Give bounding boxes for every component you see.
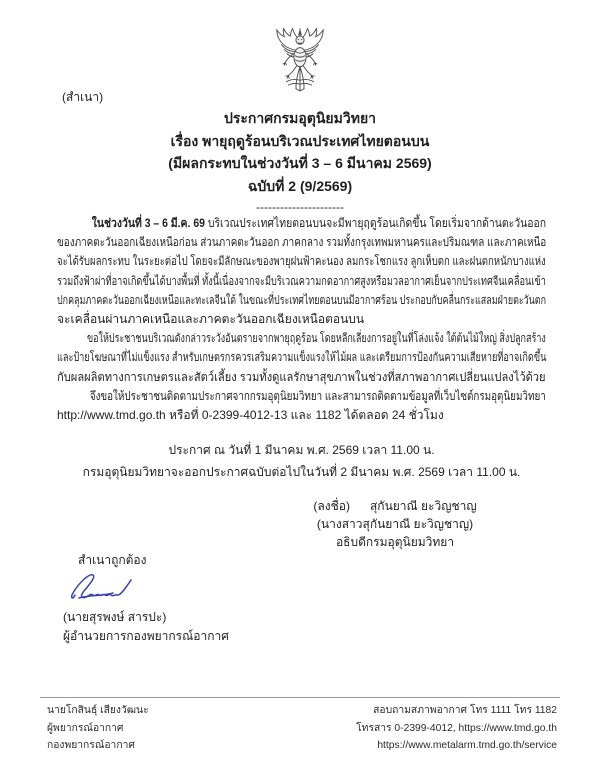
fax-and-website: โทรสาร 0-2399-4012, https://www.tmd.go.th (356, 722, 557, 734)
issued-at-block (57, 439, 546, 483)
forecaster-title: ผู้พยากรณ์อากาศ (47, 722, 124, 734)
body-line: ปกคลุมภาคตะวันออกเฉียงเหนือและทะเลจีนใต้ ในขณะที่ประเทศไทยตอนบนมีอากาศร้อน ประกอบกับคลื่นกระแสลมฝ่ายตะวันตก (57, 292, 546, 307)
body-line: จึงขอให้ประชาชนติดตามประกาศจากกรมอุตุนิยมวิทยา และสามารถติดตามข้อมูลที่เว็บไซต์กรมอุตุนิยมวิทยา (89, 388, 546, 403)
body-line: ขอให้ประชาชนบริเวณดังกล่าวระวังอันตรายจากพายุฤดูร้อน โดยหลีกเลี่ยงการอยู่ในที่โล่งแจ้ง ใต้ต้นไม้ใหญ่ สิ่งปลูกสร้าง (87, 331, 546, 346)
garuda-emblem-icon (266, 27, 334, 110)
metalarm-url: https://www.metalarm.tmd.go.th/service (377, 740, 557, 751)
copy-label: (สำเนา) (62, 90, 104, 104)
body-line: จะเคลื่อนผ่านภาคเหนือและภาคตะวันออกเฉียงเหนือตอนบน (57, 312, 365, 327)
body-line (57, 214, 547, 233)
effect-period-line: (มีผลกระทบในช่วงวันที่ 3 – 6 มีนาคม 2569) (168, 155, 432, 171)
footer-left-block (47, 702, 149, 755)
signed-label: (ลงชื่อ) (313, 499, 350, 513)
issued-date-line: ประกาศ ณ วันที่ 1 มีนาคม พ.ศ. 2569 เวลา 11.00 น. (168, 443, 435, 458)
weather-inquiry-phones: สอบถามสภาพอากาศ โทร 1111 โทร 1182 (373, 705, 557, 716)
body-line: และป้ายโฆษณาที่ไม่แข็งแรง สำหรับเกษตรกรควรเสริมความแข็งแรงให้ไม้ผล และเตรียมการป้องกันความเสียหายที่อาจเกิดขึ้น (57, 350, 547, 365)
next-issue-line: กรมอุตุนิยมวิทยาจะออกประกาศฉบับต่อไปในวันที่ 2 มีนาคม พ.ศ. 2569 เวลา 11.00 น. (82, 465, 521, 480)
certifier-position: ผู้อำนวยการกองพยากรณ์อากาศ (63, 629, 229, 643)
signer-position: อธิบดีกรมอุตุนิยมวิทยา (335, 535, 455, 549)
page-title: ประกาศกรมอุตุนิยมวิทยา (223, 110, 377, 126)
certifier-name: (นายสุรพงษ์ สารปะ) (63, 610, 167, 624)
dashed-separator: ---------------------- (256, 200, 344, 214)
body-line: http://www.tmd.go.th หรือที่ 0-2399-4012-13 และ 1182 ได้ตลอด 24 ชั่วโมง (57, 408, 444, 423)
handwritten-signature-icon (69, 571, 135, 605)
date-range-lead: ในช่วงวันที่ 3 – 6 มี.ค. 69 (91, 216, 205, 230)
forecaster-name: นายโกสินธุ์ เสียงวัฒนะ (47, 705, 149, 716)
signature-block (260, 497, 530, 551)
body-line: รวมถึงฟ้าผ่าที่อาจเกิดขึ้นได้บางพื้นที่ ทั้งนี้เนื่องจากจะมีบริเวณความกดอากาศสูงหรือมวลอากาศเย็นจากประเทศจีนเคลื่อนเข้า (57, 273, 546, 288)
body-line-text: บริเวณประเทศไทยตอนบนจะมีพายุฤดูร้อนเกิดขึ้น โดยเริ่มจากด้านตะวันออก (207, 216, 547, 230)
footer-divider (40, 697, 560, 698)
signed-name: สุกันยาณี ยะวิญชาญ (369, 499, 477, 513)
body-line: กับผลผลิตทางการเกษตรและสัตว์เลี้ยง รวมทั้งดูแลรักษาสุขภาพในช่วงที่สภาพอากาศเปลี่ยนแปลงไว้ด้วย (57, 369, 546, 384)
signed-name-paren: (นางสาวสุกันยาณี ยะวิญชาญ) (316, 517, 474, 531)
forecaster-division: กองพยากรณ์อากาศ (47, 740, 135, 751)
certified-copy-label: สำเนาถูกต้อง (78, 553, 147, 567)
footer-right-block (356, 702, 557, 755)
certification-block (57, 551, 229, 646)
signed-line (260, 497, 530, 515)
announcement-body (57, 214, 546, 483)
subject-line: เรื่อง พายุฤดูร้อนบริเวณประเทศไทยตอนบน (170, 132, 430, 149)
body-line: จะได้รับผลกระทบ ในระยะต่อไป โดยจะมีลักษณะของพายุฝนฟ้าคะนอง ลมกระโชกแรง ลูกเห็บตก และฝนตกหนักบางแห่ง (57, 254, 546, 269)
title-block (0, 107, 600, 215)
issue-number: ฉบับที่ 2 (9/2569) (247, 177, 353, 194)
body-line: ของภาคตะวันออกเฉียงเหนือก่อน ส่วนภาคตะวันออก ภาคกลาง รวมทั้งกรุงเทพมหานครและปริมณฑล และภาคเหนือ (57, 235, 547, 250)
